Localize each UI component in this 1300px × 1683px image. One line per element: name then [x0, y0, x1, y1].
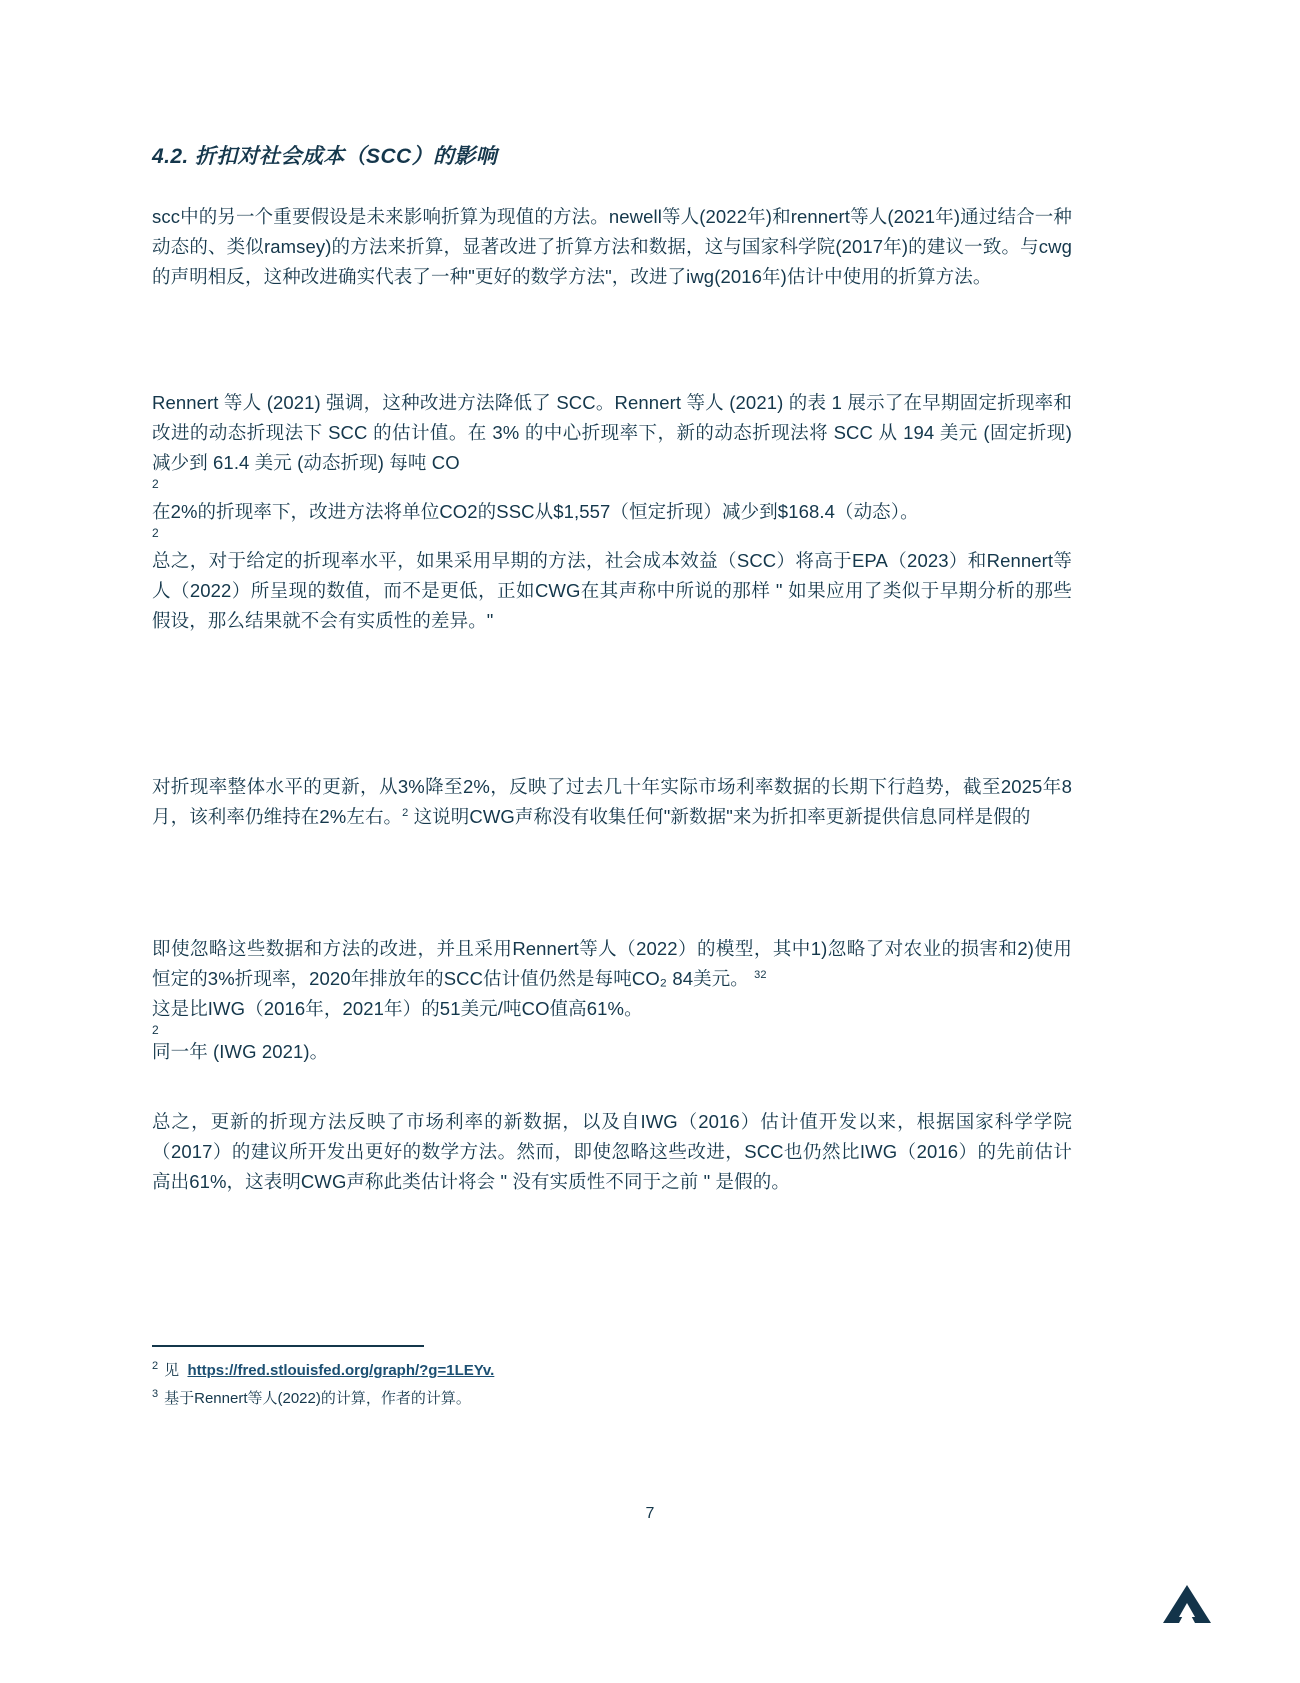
spacer: [152, 832, 1072, 894]
paragraph-2: Rennert 等人 (2021) 强调，这种改进方法降低了 SCC。Rennert 等人 (2021) 的表 1 展示了在早期固定折现率和改进的动态折现法下 SCC 的估计值。在 3% 的中心折现率下，新的动态折现法将 SCC 从 194 美元 (固定折现) 减少到 61.4 美元 (动态折现) 每吨 CO: [152, 391, 1072, 473]
paragraph-5: [152, 772, 1072, 832]
paragraph-8: 同一年 (IWG 2021)。: [152, 1041, 329, 1063]
brand-logo-icon: [1162, 1583, 1212, 1625]
footnote-2-link[interactable]: https://fred.stlouisfed.org/graph/?g=1LEYv.: [187, 1362, 495, 1379]
footnote-2: [152, 1358, 1072, 1383]
paragraph-6: [152, 934, 1072, 994]
subscript-co2-b: 2: [152, 525, 159, 540]
footnote-2-number: 2: [152, 1360, 159, 1372]
spacer: [152, 636, 1072, 732]
footnote-marker-3: 3: [754, 968, 761, 981]
paragraph-5-text: 对折现率整体水平的更新，从3%降至2%，反映了过去几十年实际市场利率数据的长期下行趋势，截至2025年8月，该利率仍维持在2%左右。: [152, 776, 1072, 828]
subscript-co2-a: 2: [152, 476, 159, 491]
footnote-separator: [152, 1345, 424, 1347]
paragraph-4: 总之，对于给定的折现率水平，如果采用早期的方法，社会成本效益（SCC）将高于EPA（2023）和Rennert等人（2022）所呈现的数值，而不是更低，正如CWG在其声称中所说的那样 " 如果应用了类似于早期分析的那些假设，那么结果就不会有实质性的差异。": [152, 550, 1072, 632]
paragraph-9: 总之，更新的折现方法反映了市场利率的新数据，以及自IWG（2016）估计值开发以来，根据国家科学学院（2017）的建议所开发出更好的数学方法。然而，即使忽略这些改进，SCC也仍然比IWG（2016）的先前估计高出61%，这表明CWG声称此类估计将会 " 没有实质性不同于之前 " 是假的。: [152, 1111, 1072, 1192]
footnote-3: [152, 1386, 1072, 1411]
footnote-marker-2b: 2: [760, 968, 767, 981]
paragraph-6-text: 即使忽略这些数据和方法的改进，并且采用Rennert等人（2022）的模型，其中1)忽略了对农业的损害和2)使用恒定的3%折现率，2020年排放年的SCC估计值仍然是每吨CO₂ 84美元。: [152, 938, 1072, 989]
paragraph-5-continued: 这说明CWG声称没有收集任何"新数据"来为折扣率更新提供信息同样是假的: [413, 806, 1031, 828]
page-content: [152, 140, 1072, 1197]
spacer: [152, 732, 1072, 772]
section-title: 4.2. 折扣对社会成本（SCC）的影响: [152, 145, 498, 168]
subscript-co2-c: 2: [152, 1022, 159, 1037]
footnotes-area: [152, 1358, 1072, 1413]
footnote-2-prefix: 见: [164, 1362, 180, 1379]
paragraph-7: 这是比IWG（2016年，2021年）的51美元/吨CO值高61%。: [152, 997, 643, 1019]
footnote-marker-2: 2: [402, 806, 409, 819]
paragraph-1: scc中的另一个重要假设是未来影响折算为现值的方法。newell等人(2022年)和rennert等人(2021年)通过结合一种动态的、类似ramsey)的方法来折算，显著改进了折算方法和数据，这与国家科学院(2017年)的建议一致。与cwg的声明相反，这种改进确实代表了一种"更好的数学方法"，改进了iwg(2016年)估计中使用的折算方法。: [152, 206, 1072, 287]
footnote-3-text: 基于Rennert等人(2022)的计算，作者的计算。: [164, 1389, 471, 1407]
spacer: [152, 894, 1072, 934]
spacer: [152, 1067, 1072, 1107]
paragraph-3: 在2%的折现率下，改进方法将单位CO2的SSC从$1,557（恒定折现）减少到$168.4（动态）。: [152, 501, 919, 522]
spacer: [152, 292, 1072, 388]
page-number: 7: [645, 1505, 655, 1522]
footnote-3-number: 3: [152, 1387, 159, 1400]
